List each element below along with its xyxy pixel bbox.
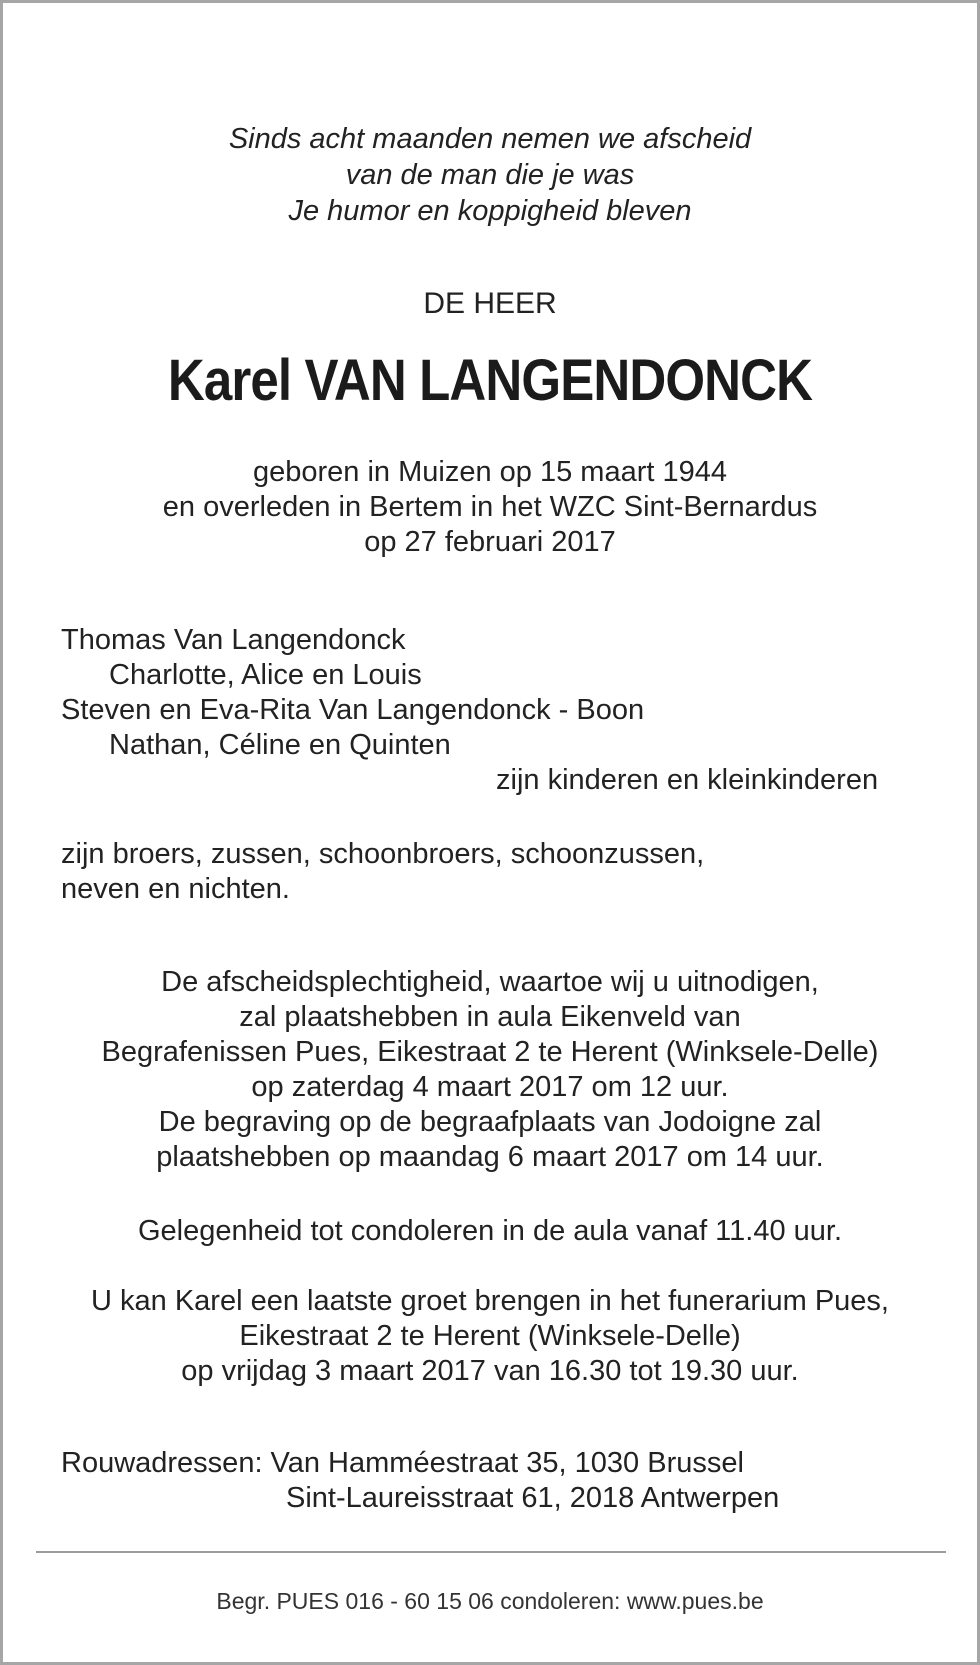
ceremony-line: De afscheidsplechtigheid, waartoe wij u uitnodigen, [161, 966, 819, 998]
farewell-line: op vrijdag 3 maart 2017 van 16.30 tot 19.30 uur. [181, 1355, 799, 1387]
footer-divider [36, 1551, 946, 1553]
child-name: Steven en Eva-Rita Van Langendonck - Boon [61, 694, 645, 726]
relatives-line: neven en nichten. [61, 873, 290, 905]
birth-line: geboren in Muizen op 15 maart 1944 [253, 456, 727, 488]
deceased-name: Karel VAN LANGENDONCK [167, 348, 813, 413]
poem [3, 121, 977, 229]
poem-line: van de man die je was [345, 159, 635, 191]
farewell-info [3, 1284, 977, 1389]
condolence-info: Gelegenheid tot condoleren in de aula vanaf 11.40 uur. [137, 1215, 843, 1247]
family-relation: zijn kinderen en kleinkinderen [496, 764, 879, 796]
funeral-home-footer: Begr. PUES 016 - 60 15 06 condoleren: www.pues.be [216, 1588, 764, 1614]
child-name: Thomas Van Langendonck [61, 624, 406, 656]
ceremony-details [3, 965, 977, 1175]
family-list [61, 623, 878, 798]
address-line: Sint-Laureisstraat 61, 2018 Antwerpen [286, 1482, 780, 1514]
ceremony-line: op zaterdag 4 maart 2017 om 12 uur. [251, 1071, 729, 1103]
grandchildren-names: Nathan, Céline en Quinten [109, 729, 451, 761]
title-prefix: DE HEER [423, 287, 557, 320]
life-details [3, 455, 977, 560]
farewell-line: Eikestraat 2 te Herent (Winksele-Delle) [239, 1320, 741, 1352]
death-date-line: op 27 februari 2017 [364, 526, 616, 558]
relatives [61, 837, 704, 907]
mourning-addresses [61, 1446, 779, 1516]
grandchildren-names: Charlotte, Alice en Louis [109, 659, 422, 691]
death-line: en overleden in Bertem in het WZC Sint-Bernardus [162, 491, 818, 523]
poem-line: Sinds acht maanden nemen we afscheid [228, 123, 752, 155]
farewell-line: U kan Karel een laatste groet brengen in het funerarium Pues, [91, 1285, 889, 1317]
burial-line: plaatshebben op maandag 6 maart 2017 om 14 uur. [156, 1141, 824, 1173]
address-line: Rouwadressen: Van Hamméestraat 35, 1030 Brussel [61, 1447, 744, 1479]
poem-line: Je humor en koppigheid bleven [288, 195, 692, 227]
ceremony-line: Begrafenissen Pues, Eikestraat 2 te Herent (Winksele-Delle) [101, 1036, 879, 1068]
ceremony-line: zal plaatshebben in aula Eikenveld van [239, 1001, 741, 1033]
relatives-line: zijn broers, zussen, schoonbroers, schoonzussen, [61, 838, 705, 870]
burial-line: De begraving op de begraafplaats van Jodoigne zal [158, 1106, 822, 1138]
